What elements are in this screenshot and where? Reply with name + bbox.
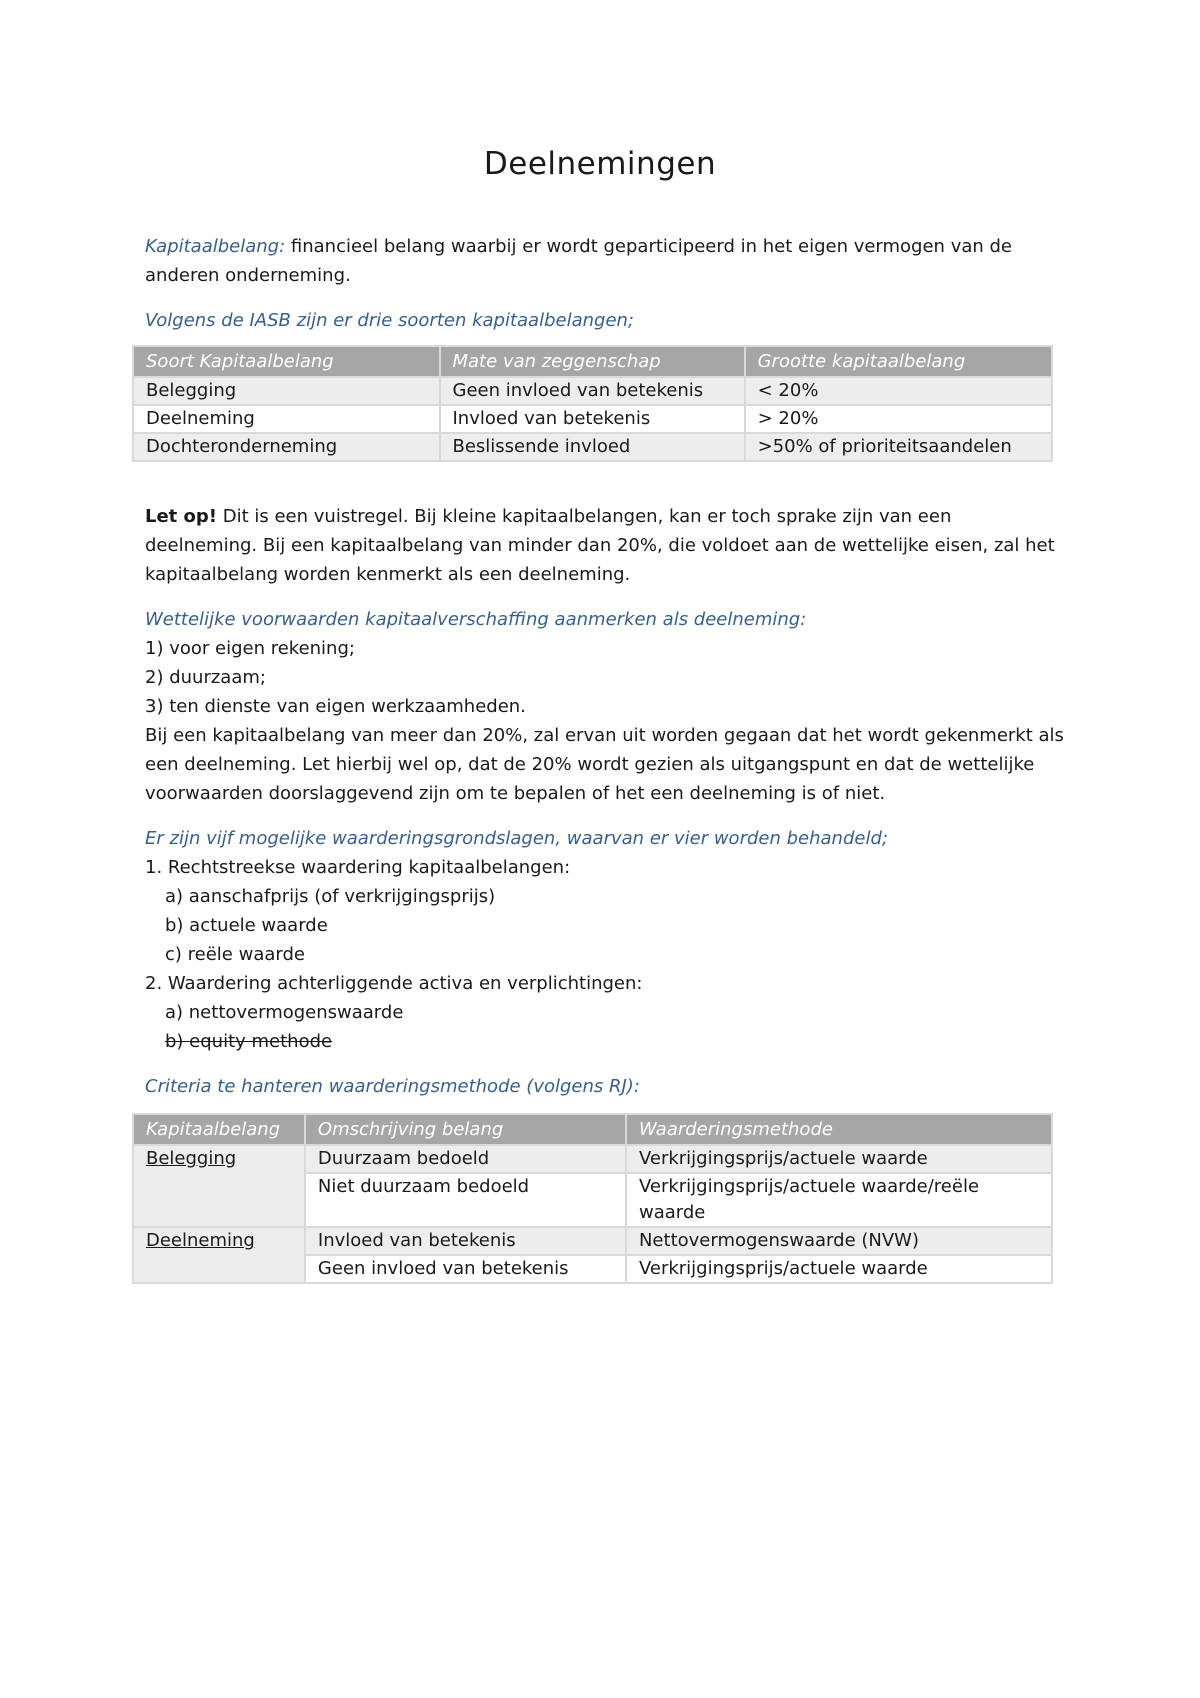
capital-interest-table bbox=[132, 345, 1053, 462]
table-cell: Duurzaam bedoeld bbox=[305, 1145, 626, 1173]
table-cell: Geen invloed van betekenis bbox=[305, 1255, 626, 1283]
valuation-item: c) reële waarde bbox=[165, 944, 305, 965]
page-title: Deelnemingen bbox=[483, 146, 717, 182]
table-cell: >50% of prioriteitsaandelen bbox=[745, 433, 1052, 461]
intro-definition: financieel belang waarbij er wordt geparticipeerd in het eigen vermogen van de anderen onderneming. bbox=[145, 236, 1013, 286]
note-bold: Let op! bbox=[145, 506, 218, 527]
criteria-heading: Criteria te hanteren waarderingsmethode (volgens RJ): bbox=[145, 1076, 640, 1097]
table-header-row bbox=[133, 346, 1052, 377]
iasb-heading: Volgens de IASB zijn er drie soorten kapitaalbelangen; bbox=[145, 310, 634, 331]
table-cell: Verkrijgingsprijs/actuele waarde bbox=[626, 1145, 1052, 1173]
table-row bbox=[133, 433, 1052, 461]
table-header-row bbox=[133, 1114, 1052, 1145]
table-header-cell: Kapitaalbelang bbox=[133, 1114, 305, 1145]
table-cell: > 20% bbox=[745, 405, 1052, 433]
table-cell: < 20% bbox=[745, 377, 1052, 405]
valuation-group: 2. Waardering achterliggende activa en verplichtingen: bbox=[145, 973, 643, 994]
table-header-cell: Mate van zeggenschap bbox=[440, 346, 745, 377]
condition-item: 2) duurzaam; bbox=[145, 667, 266, 688]
category-cell: Belegging bbox=[133, 1145, 305, 1227]
table-cell: Invloed van betekenis bbox=[440, 405, 745, 433]
table-row bbox=[133, 1227, 1052, 1255]
table-cell: Geen invloed van betekenis bbox=[440, 377, 745, 405]
valuation-criteria-table bbox=[132, 1113, 1053, 1284]
valuation-item-struck: b) equity methode bbox=[165, 1031, 333, 1052]
table-cell: Nettovermogenswaarde (NVW) bbox=[626, 1227, 1052, 1255]
condition-item: 1) voor eigen rekening; bbox=[145, 638, 355, 659]
table-cell: Verkrijgingsprijs/actuele waarde/reële waarde bbox=[626, 1173, 1052, 1227]
category-cell: Deelneming bbox=[133, 1227, 305, 1283]
table-row bbox=[133, 405, 1052, 433]
conditions-text: Bij een kapitaalbelang van meer dan 20%, zal ervan uit worden gegaan dat het wordt gekenmerkt als een deelneming. Let hierbij wel op, dat de 20% wordt gezien als uitgangspunt en dat de wettelijke voorwaarden doorslaggevend zijn om te bepalen of het een deelneming is of niet. bbox=[145, 725, 1064, 804]
condition-item: 3) ten dienste van eigen werkzaamheden. bbox=[145, 696, 526, 717]
valuation-item: b) actuele waarde bbox=[165, 915, 328, 936]
intro-term: Kapitaalbelang: bbox=[145, 236, 286, 257]
table-cell: Invloed van betekenis bbox=[305, 1227, 626, 1255]
table-header-cell: Waarderingsmethode bbox=[626, 1114, 1052, 1145]
table-cell: Beslissende invloed bbox=[440, 433, 745, 461]
valuation-item: a) nettovermogenswaarde bbox=[165, 1002, 404, 1023]
table-cell: Belegging bbox=[133, 377, 440, 405]
intro-paragraph bbox=[145, 232, 1065, 290]
table-cell: Deelneming bbox=[133, 405, 440, 433]
table-header-cell: Grootte kapitaalbelang bbox=[745, 346, 1052, 377]
table-cell: Dochteronderneming bbox=[133, 433, 440, 461]
table-header-cell: Omschrijving belang bbox=[305, 1114, 626, 1145]
table-cell: Verkrijgingsprijs/actuele waarde bbox=[626, 1255, 1052, 1283]
valuation-heading: Er zijn vijf mogelijke waarderingsgrondslagen, waarvan er vier worden behandeld; bbox=[145, 828, 888, 849]
table-row bbox=[133, 377, 1052, 405]
note-paragraph bbox=[145, 502, 1065, 589]
valuation-group: 1. Rechtstreekse waardering kapitaalbelangen: bbox=[145, 857, 571, 878]
document-body bbox=[145, 232, 1065, 1284]
table-header-cell: Soort Kapitaalbelang bbox=[133, 346, 440, 377]
table-row bbox=[133, 1145, 1052, 1173]
table-cell: Niet duurzaam bedoeld bbox=[305, 1173, 626, 1227]
conditions-heading: Wettelijke voorwaarden kapitaalverschaffing aanmerken als deelneming: bbox=[145, 609, 807, 630]
valuation-item: a) aanschafprijs (of verkrijgingsprijs) bbox=[165, 886, 496, 907]
note-text: Dit is een vuistregel. Bij kleine kapitaalbelangen, kan er toch sprake zijn van een deelneming. Bij een kapitaalbelang van minder dan 20%, die voldoet aan de wettelijke eisen, zal het kapitaalbelang worden kenmerkt als een deelneming. bbox=[145, 506, 1055, 585]
